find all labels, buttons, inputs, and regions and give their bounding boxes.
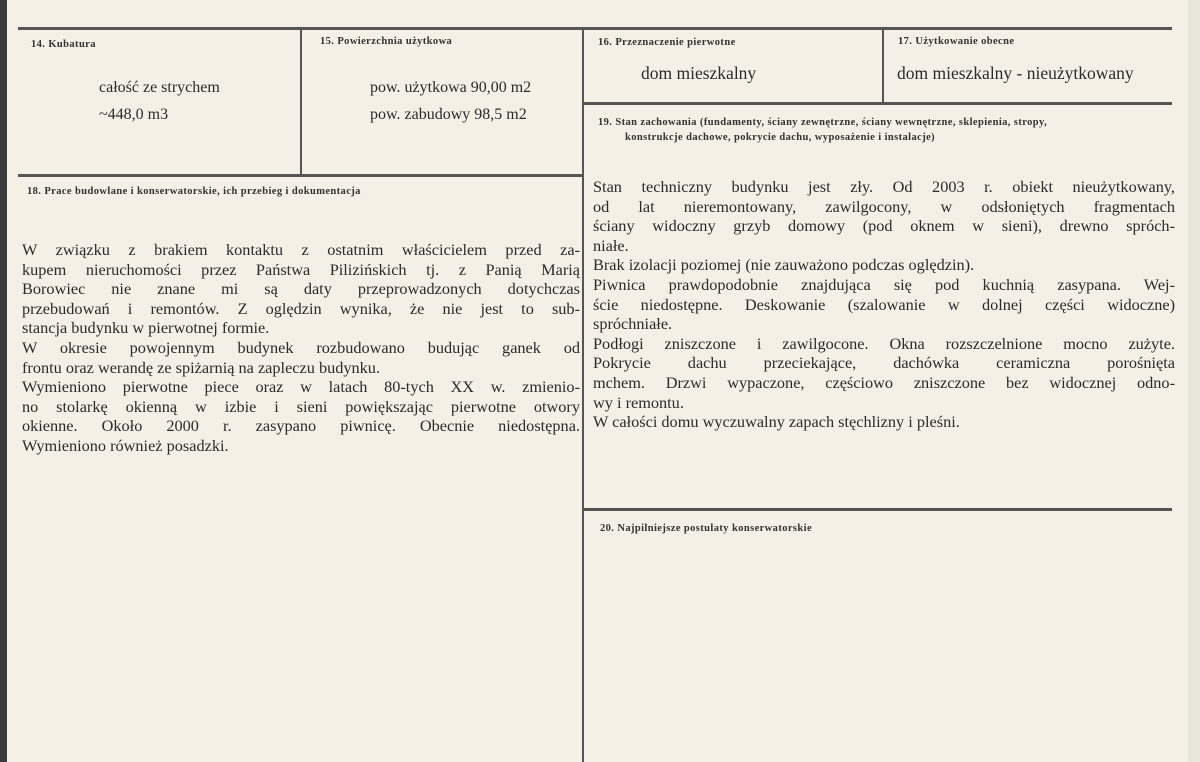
form-top-rule bbox=[18, 27, 1172, 30]
text-line: no stolarkę okienną w izbie i sieni powiększając pierwotne otwory bbox=[22, 396, 580, 416]
scan-right-edge bbox=[1188, 0, 1200, 762]
scan-left-edge bbox=[0, 0, 7, 762]
field-18-label: 18. Prace budowlane i konserwatorskie, ich przebieg i dokumentacja bbox=[27, 186, 361, 197]
text-line: Wymieniono pierwotne piece oraz w latach 80-tych XX w. zmienio- bbox=[22, 377, 580, 397]
rule-right-row2 bbox=[583, 508, 1172, 511]
text-line: Borowiec nie znane mi są daty przeprowadzonych dotychczas bbox=[22, 279, 580, 299]
text-line: W całości domu wyczuwalny zapach stęchlizny i pleśni. bbox=[593, 412, 960, 432]
text-line: W okresie powojennym budynek rozbudowano budując ganek od bbox=[22, 337, 580, 357]
field-18-text bbox=[22, 240, 580, 456]
field-15-value-1: pow. użytkowa 90,00 m2 bbox=[370, 79, 532, 96]
text-line: Brak izolacji poziomej (nie zauważono podczas oględzin). bbox=[593, 255, 975, 275]
field-14-value-2: ~448,0 m3 bbox=[99, 106, 169, 123]
field-16-label: 16. Przeznaczenie pierwotne bbox=[598, 37, 736, 48]
field-15-value-2: pow. zabudowy 98,5 m2 bbox=[370, 106, 527, 123]
text-line: Wymieniono również posadzki. bbox=[22, 435, 229, 455]
field-16-value: dom mieszkalny bbox=[641, 63, 757, 83]
divider-14-15 bbox=[300, 28, 302, 175]
text-line: W związku z brakiem kontaktu z ostatnim właścicielem przed za- bbox=[22, 240, 580, 259]
text-line: Stan techniczny budynku jest zły. Od 2003 r. obiekt nieużytkowany, bbox=[593, 177, 1175, 196]
text-line: przebudowań i remontów. Z oględzin wynika, że nie jest to sub- bbox=[22, 298, 580, 318]
text-line: Pokrycie dachu przeciekające, dachówka ceramiczna porośnięta bbox=[593, 353, 1175, 373]
text-line: niałe. bbox=[593, 235, 629, 255]
text-line: ściany widoczny grzyb domowy (pod oknem w sieni), drewno spróch- bbox=[593, 216, 1175, 236]
field-15-label: 15. Powierzchnia użytkowa bbox=[320, 36, 453, 47]
text-line: od lat nieremontowany, zawilgocony, w odsłoniętych fragmentach bbox=[593, 196, 1175, 216]
text-line: ście niedostępne. Deskowanie (szalowanie w dolnej części widoczne) bbox=[593, 294, 1175, 314]
text-line: Podłogi zniszczone i zawilgocone. Okna rozszczelnione mocno zużyte. bbox=[593, 333, 1175, 353]
text-line: frontu oraz werandę ze spiżarnią na zapleczu budynku. bbox=[22, 357, 381, 377]
field-17-label: 17. Użytkowanie obecne bbox=[898, 36, 1015, 47]
text-line: spróchniałe. bbox=[593, 314, 673, 334]
rule-right-row1 bbox=[583, 102, 1172, 105]
field-17-value: dom mieszkalny - nieużytkowany bbox=[897, 63, 1134, 83]
field-19-label-2: konstrukcje dachowe, pokrycie dachu, wyposażenie i instalacje) bbox=[625, 132, 936, 143]
field-14-value-1: całość ze strychem bbox=[99, 79, 220, 96]
divider-center bbox=[582, 28, 584, 762]
field-19-label-1: 19. Stan zachowania (fundamenty, ściany zewnętrzne, ściany wewnętrzne, sklepienia, stropy, bbox=[598, 117, 1048, 128]
text-line: Piwnica prawdopodobnie znajdująca się pod kuchnią zasypana. Wej- bbox=[593, 274, 1175, 294]
divider-16-17 bbox=[882, 28, 884, 103]
text-line: okienne. Około 2000 r. zasypano piwnicę. Obecnie niedostępna. bbox=[22, 416, 580, 436]
field-14-label: 14. Kubatura bbox=[31, 39, 96, 50]
text-line: wy i remontu. bbox=[593, 392, 684, 412]
text-line: mchem. Drzwi wypaczone, częściowo zniszczone bez widocznej odno- bbox=[593, 372, 1175, 392]
field-19-text bbox=[593, 177, 1175, 432]
field-20-label: 20. Najpilniejsze postulaty konserwatorskie bbox=[600, 523, 813, 534]
text-line: stancja budynku w pierwotnej formie. bbox=[22, 318, 270, 338]
text-line: kupem nieruchomości przez Państwa Pilizińskich tj. z Panią Marią bbox=[22, 259, 580, 279]
